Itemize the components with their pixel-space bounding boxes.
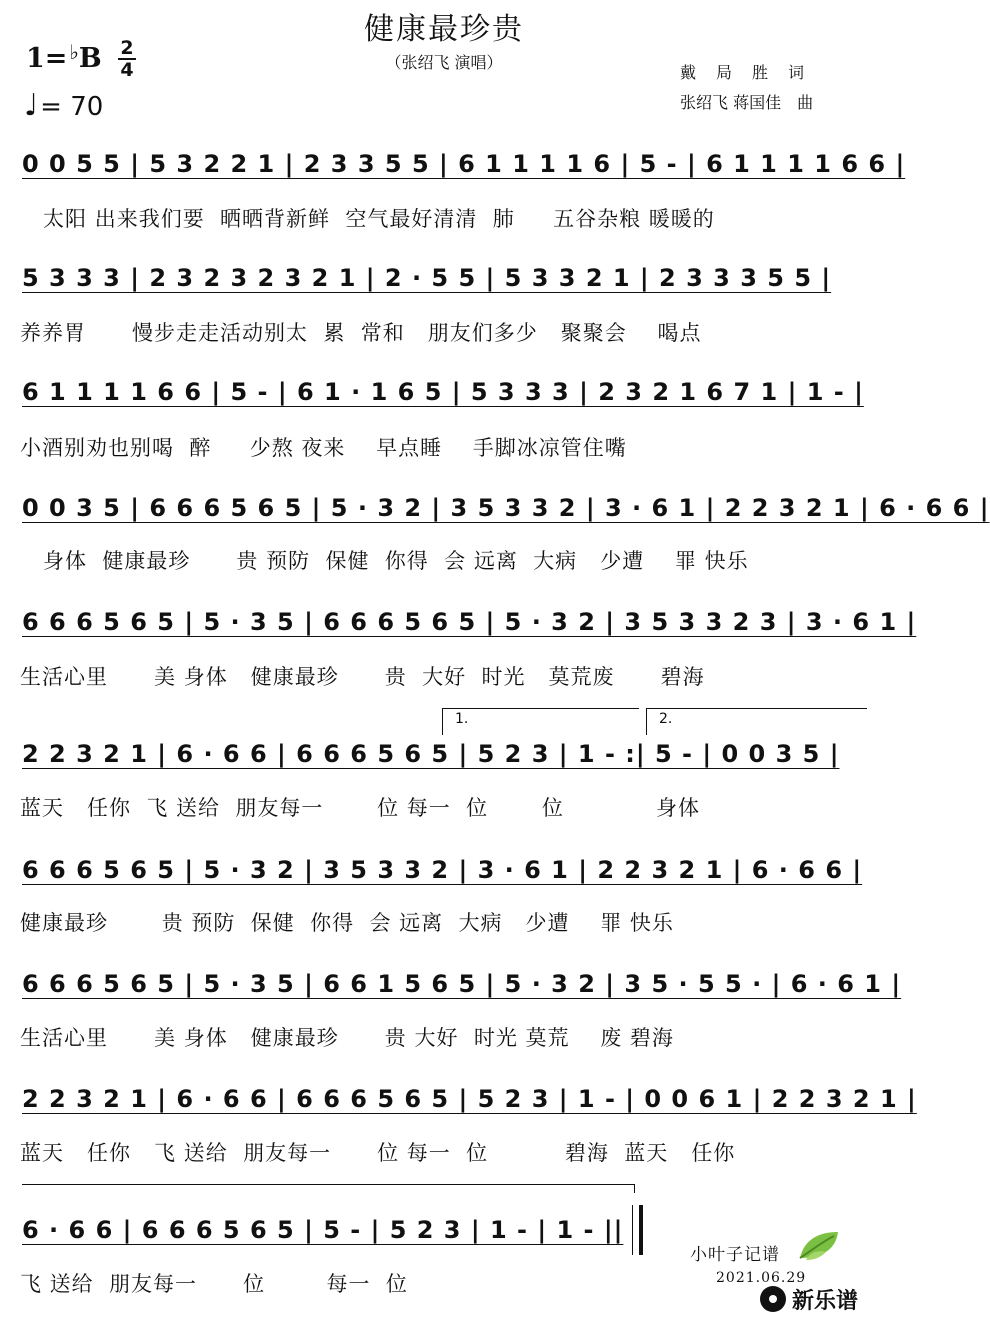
composer-credit: 张绍飞 蒋国佳 曲 [680,93,814,112]
lyric-line-2: 养养胃 慢步走走活动别太 累 常和 朋友们多少 聚聚会 喝点 [20,321,702,345]
leaf-icon [796,1228,842,1262]
lyric-line-3: 小酒别劝也别喝 醉 少熬 夜来 早点睡 手脚冰凉管住嘴 [20,436,627,460]
flat-sign: ♭ [69,40,79,64]
lyric-line-6: 蓝天 任你 飞 送给 朋友每一 位 每一 位 位 身体 [20,796,700,820]
score-line-3: 6 1 1 1 1 6 6 | 5 - | 6 1 · 1 6 5 | 5 3 3 3 | 2 3 2 1 6 7 1 | 1 - | [22,378,864,406]
time-numerator: 2 [120,37,134,59]
score-line-4: 0 0 3 5 | 6 6 6 5 6 5 | 5 · 3 2 | 3 5 3 3 2 | 3 · 6 1 | 2 2 3 2 1 | 6 · 6 6 | [22,494,990,522]
lyric-line-7: 健康最珍 贵 预防 保健 你得 会 远离 大病 少遭 罪 快乐 [20,911,674,935]
key-prefix: 1= [26,43,68,74]
final-barline [632,1205,643,1255]
song-title: 健康最珍贵 [364,12,524,47]
score-line-1: 0 0 5 5 | 5 3 2 2 1 | 2 3 3 5 5 | 6 1 1 1 1 6 | 5 - | 6 1 1 1 1 6 6 | [22,150,906,178]
site-name: 新乐谱 [792,1288,859,1314]
tempo-value: = 70 [40,92,104,122]
site-logo [760,1284,882,1314]
lyric-line-9: 蓝天 任你 飞 送给 朋友每一 位 每一 位 碧海 蓝天 任你 [20,1141,736,1165]
ending-bracket [22,1184,635,1193]
signature-date: 2021.06.29 [716,1270,807,1286]
score-line-8: 6 6 6 5 6 5 | 5 · 3 5 | 6 6 1 5 6 5 | 5 · 3 2 | 3 5 · 5 5 · | 6 · 6 1 | [22,970,902,998]
lyric-line-5: 生活心里 美 身体 健康最珍 贵 大好 时光 莫荒废 碧海 [20,665,705,689]
first-ending-bracket: 1. [442,708,639,735]
time-signature [116,38,138,80]
singer-credit: （张绍飞 演唱） [385,53,503,72]
lyric-line-4: 身体 健康最珍 贵 预防 保健 你得 会 远离 大病 少遭 罪 快乐 [20,549,749,573]
lyric-line-1: 太阳 出来我们要 晒晒背新鲜 空气最好清清 肺 五谷杂粮 暖暖的 [20,207,715,231]
transcriber-signature: 小叶子记谱 [690,1245,780,1265]
lyric-line-10: 飞 送给 朋友每一 位 每一 位 [20,1272,408,1296]
time-denominator: 4 [120,59,134,81]
second-ending-bracket: 2. [646,708,867,735]
quarter-note-icon: ♩ [24,88,39,123]
score-line-10: 6 · 6 6 | 6 6 6 5 6 5 | 5 - | 5 2 3 | 1 - | 1 - || [22,1216,624,1244]
score-line-5: 6 6 6 5 6 5 | 5 · 3 5 | 6 6 6 5 6 5 | 5 · 3 2 | 3 5 3 3 2 3 | 3 · 6 1 | [22,608,917,636]
score-line-2: 5 3 3 3 | 2 3 2 3 2 3 2 1 | 2 · 5 5 | 5 3 3 2 1 | 2 3 3 3 5 5 | [22,264,832,292]
score-line-7: 6 6 6 5 6 5 | 5 · 3 2 | 3 5 3 3 2 | 3 · 6 1 | 2 2 3 2 1 | 6 · 6 6 | [22,856,863,884]
lyricist-credit: 戴 局 胜 词 [680,63,807,82]
record-disc-icon [760,1286,786,1312]
key-note: B [78,43,102,74]
tempo-marking [24,88,103,123]
lyric-line-8: 生活心里 美 身体 健康最珍 贵 大好 时光 莫荒 废 碧海 [20,1026,674,1050]
score-line-9: 2 2 3 2 1 | 6 · 6 6 | 6 6 6 5 6 5 | 5 2 3 | 1 - | 0 0 6 1 | 2 2 3 2 1 | [22,1085,917,1113]
key-signature [26,40,102,74]
score-line-6: 2 2 3 2 1 | 6 · 6 6 | 6 6 6 5 6 5 | 5 2 3 | 1 - :| 5 - | 0 0 3 5 | [22,740,840,768]
